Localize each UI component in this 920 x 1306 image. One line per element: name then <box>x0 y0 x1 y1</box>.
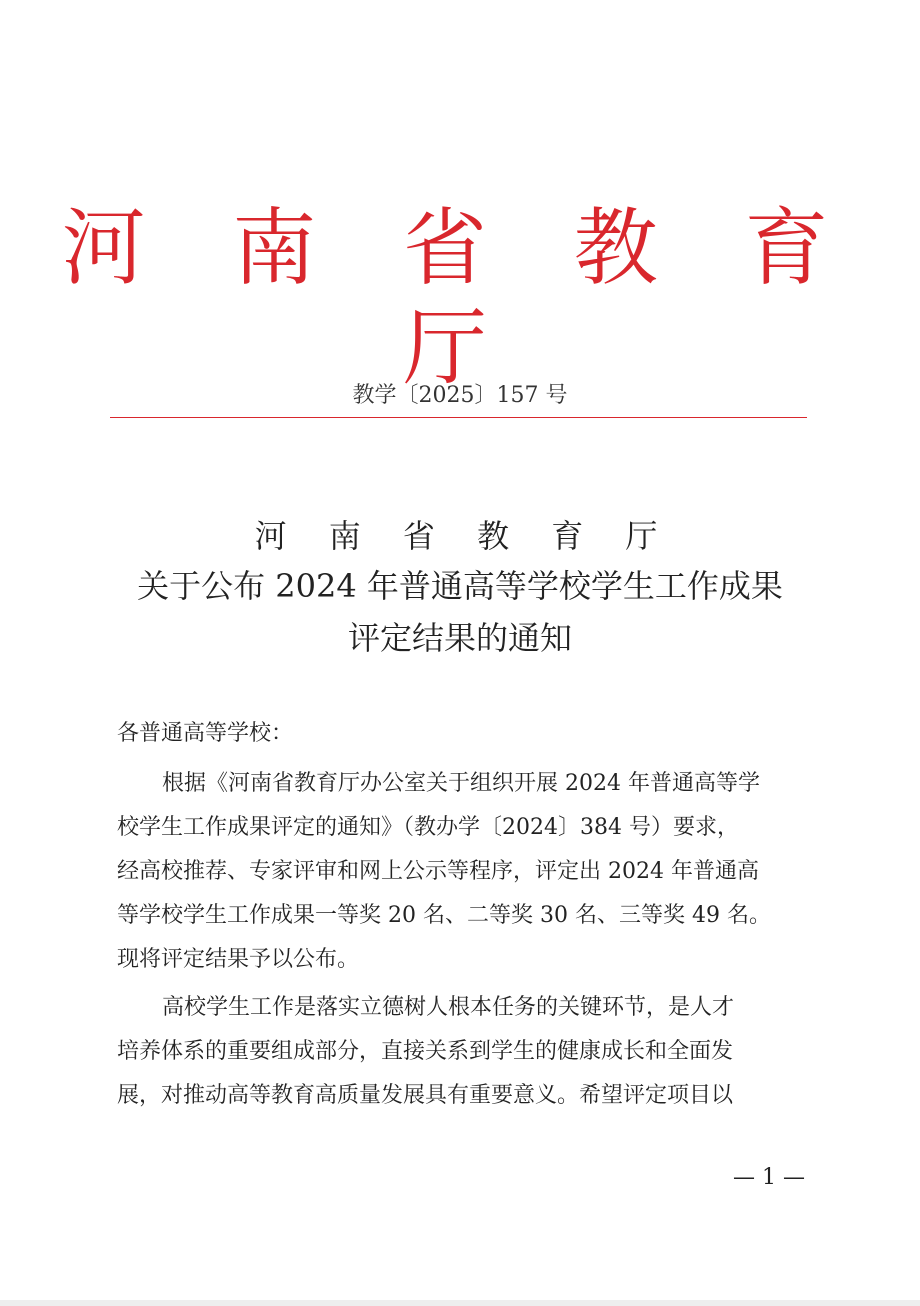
paragraph-2-line: 展，对推动高等教育高质量发展具有重要意义。希望评定项目以 <box>117 1083 734 1108</box>
title-subject: 关于公布 2024 年普通高等学校学生工作成果 <box>137 567 783 605</box>
paragraph-1-line: 校学生工作成果评定的通知》（教办学〔2024〕384 号）要求， <box>117 815 739 840</box>
paragraph-2-line: 高校学生工作是落实立德树人根本任务的关键环节，是人才 <box>162 995 735 1020</box>
title-subject-cont: 评定结果的通知 <box>347 619 572 657</box>
issuer-masthead: 河 南 省 教 育 厅 <box>61 199 859 397</box>
paragraph-2-line: 培养体系的重要组成部分，直接关系到学生的健康成长和全面发 <box>117 1039 734 1064</box>
page-number: — 1 — <box>733 1165 805 1190</box>
paragraph-1-line: 经高校推荐、专家评审和网上公示等程序，评定出 2024 年普通高 <box>117 859 759 884</box>
red-divider <box>110 417 807 418</box>
paragraph-1-line: 根据《河南省教育厅办公室关于组织开展 2024 年普通高等学 <box>162 771 760 796</box>
page-bottom-edge <box>0 1300 920 1306</box>
document-number: 教学〔2025〕157 号 <box>352 383 568 408</box>
title-issuer: 河 南 省 教 育 厅 <box>254 517 674 555</box>
paragraph-1-line: 等学校学生工作成果一等奖 20 名、二等奖 30 名、三等奖 49 名。 <box>117 903 771 928</box>
salutation: 各普通高等学校： <box>117 721 294 746</box>
paragraph-1-line: 现将评定结果予以公布。 <box>117 947 360 972</box>
